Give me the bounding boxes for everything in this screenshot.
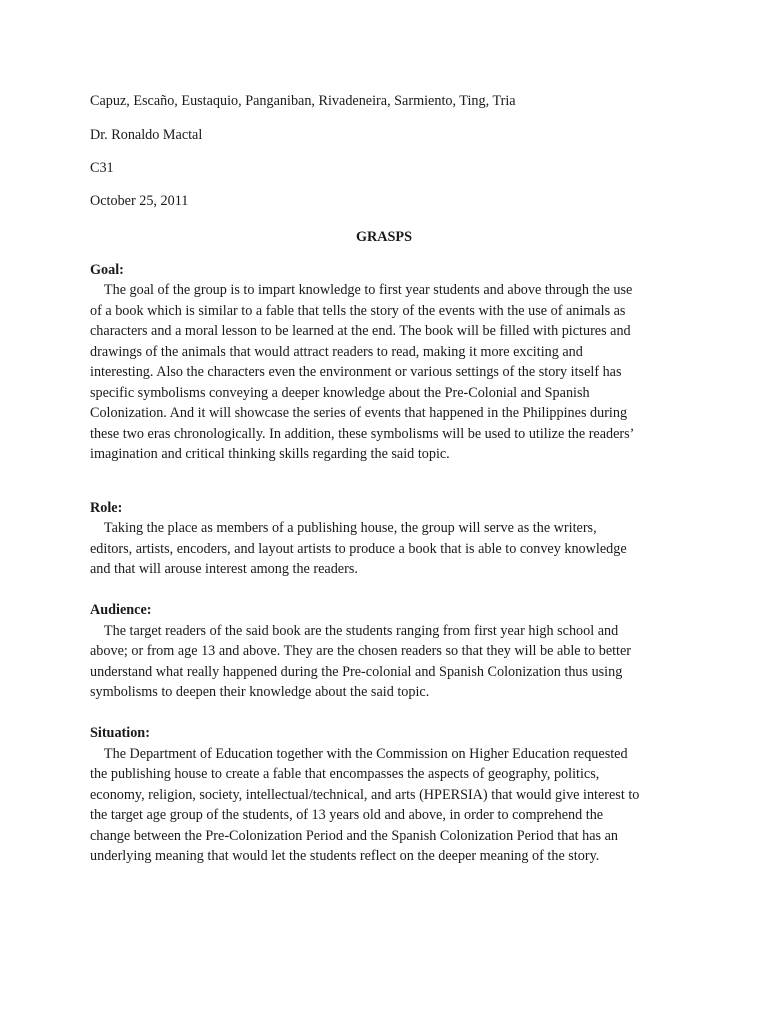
audience-line: The target readers of the said book are the students ranging from first year high school and (90, 623, 619, 639)
instructor-line: Dr. Ronaldo Mactal (90, 127, 203, 143)
situation-line: economy, religion, society, intellectual/technical, and arts (HPERSIA) that would give interest to (90, 787, 640, 803)
goal-heading: Goal: (90, 262, 124, 278)
goal-line: interesting. Also the characters even the environment or various settings of the story itself has (90, 364, 622, 380)
goal-line: The goal of the group is to impart knowledge to first year students and above through the use (90, 282, 633, 298)
situation-line: The Department of Education together with the Commission on Higher Education requested (90, 746, 628, 762)
audience-line: understand what really happened during the Pre-colonial and Spanish Colonization thus using (90, 664, 623, 680)
goal-line: Colonization. And it will showcase the series of events that happened in the Philippines during (90, 405, 628, 421)
date-line: October 25, 2011 (90, 193, 189, 209)
goal-line: imagination and critical thinking skills regarding the said topic. (90, 446, 450, 462)
goal-line: drawings of the animals that would attract readers to read, making it more exciting and (90, 344, 583, 360)
goal-line: of a book which is similar to a fable that tells the story of the events with the use of animals as (90, 303, 626, 319)
audience-heading: Audience: (90, 602, 152, 618)
role-line: editors, artists, encoders, and layout artists to produce a book that is able to convey knowledge (90, 541, 627, 557)
goal-line: specific symbolisms conveying a deeper knowledge about the Pre-Colonial and Spanish (90, 385, 590, 401)
role-line: Taking the place as members of a publishing house, the group will serve as the writers, (90, 520, 597, 536)
section-line: C31 (90, 160, 114, 176)
audience-line: symbolisms to deepen their knowledge about the said topic. (90, 684, 430, 700)
situation-line: change between the Pre-Colonization Period and the Spanish Colonization Period that has an (90, 828, 618, 844)
authors-line: Capuz, Escaño, Eustaquio, Panganiban, Rivadeneira, Sarmiento, Ting, Tria (90, 93, 516, 109)
role-heading: Role: (90, 500, 123, 516)
situation-line: underlying meaning that would let the students reflect on the deeper meaning of the story. (90, 848, 600, 864)
goal-line: these two eras chronologically. In addition, these symbolisms will be used to utilize the readers’ (90, 426, 635, 442)
situation-heading: Situation: (90, 725, 150, 741)
situation-line: the publishing house to create a fable that encompasses the aspects of geography, politics, (90, 766, 600, 782)
role-line: and that will arouse interest among the readers. (90, 561, 358, 577)
goal-line: characters and a moral lesson to be learned at the end. The book will be filled with pictures and (90, 323, 631, 339)
audience-line: above; or from age 13 and above. They are the chosen readers so that they will be able to better (90, 643, 632, 659)
situation-line: the target age group of the students, of 13 years old and above, in order to comprehend the (90, 807, 604, 823)
document-title: GRASPS (356, 229, 412, 245)
